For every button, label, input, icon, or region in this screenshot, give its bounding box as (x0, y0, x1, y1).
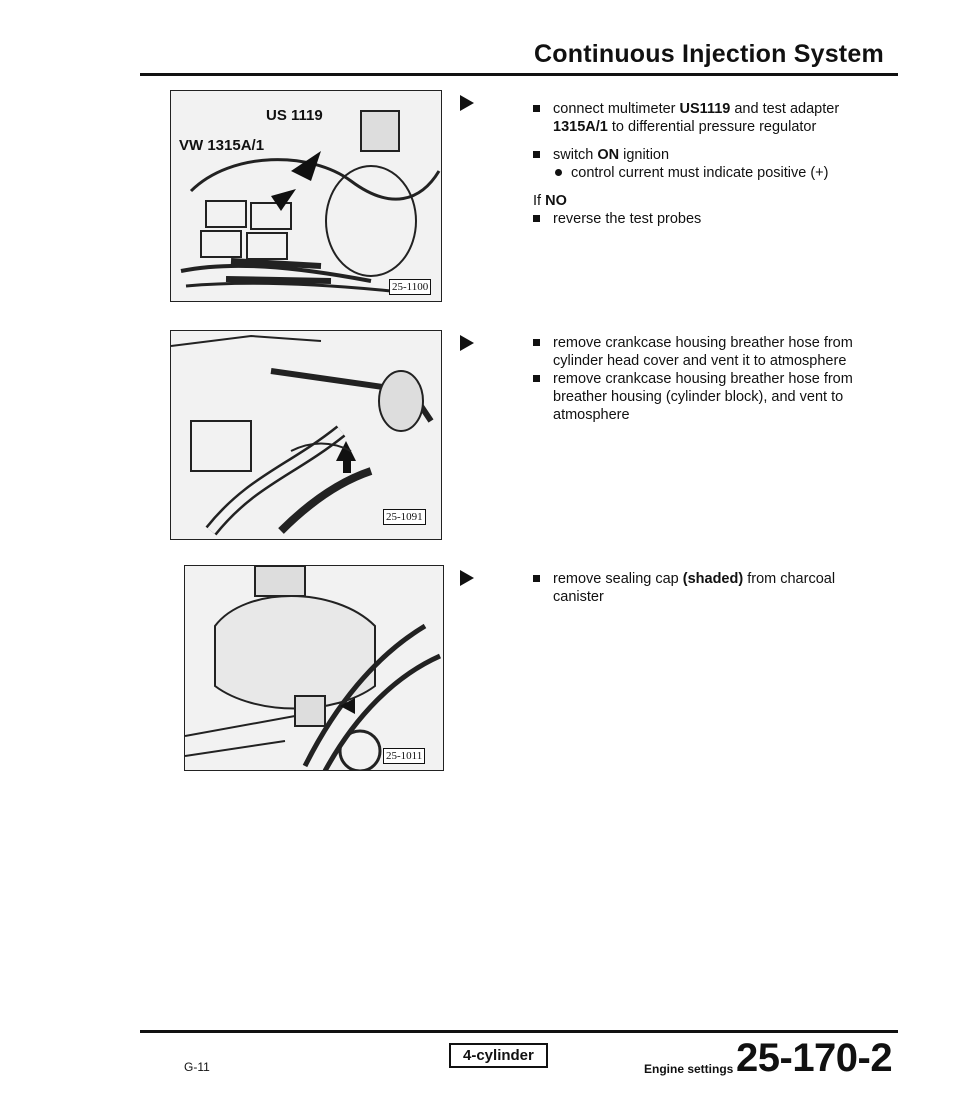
figure-charcoal-canister (184, 565, 444, 771)
bullet-square-icon (533, 375, 540, 382)
instruction-step: remove sealing cap (shaded) from charcoal canister (533, 570, 873, 606)
figure-label-us1119: US 1119 (266, 107, 323, 124)
instruction-substep: control current must indicate positive (+) (533, 164, 873, 182)
pointer-arrow-icon (460, 95, 474, 111)
page-number: 25-170-2 (736, 1036, 893, 1080)
engine-illustration-3 (185, 566, 444, 771)
instruction-step: switch ON ignition (533, 146, 873, 164)
instruction-step: connect multimeter US1119 and test adapter 1315A/1 to differential pressure regulator (533, 100, 873, 136)
footer-rule (140, 1030, 898, 1033)
condition-label: If NO (533, 193, 567, 209)
figure-reference-number: 25-1011 (383, 748, 425, 764)
instruction-step: reverse the test probes (533, 210, 873, 228)
section-name: Engine settings (644, 1062, 734, 1076)
pointer-arrow-icon (460, 335, 474, 351)
figure-reference-number: 25-1091 (383, 509, 426, 525)
variant-tag: 4-cylinder (449, 1043, 548, 1068)
instructions-section-2 (533, 334, 873, 424)
pointer-arrow-icon (460, 570, 474, 586)
figure-label-vw1315a1: VW 1315A/1 (179, 137, 265, 154)
figure-breather-hose (170, 330, 442, 540)
instructions-section-1 (533, 100, 873, 228)
bullet-square-icon (533, 215, 540, 222)
bullet-dot-icon (555, 169, 562, 176)
figure-multimeter-connection (170, 90, 442, 302)
instruction-step: remove crankcase housing breather hose from cylinder head cover and vent it to atmosphere (533, 334, 873, 370)
instruction-step: remove crankcase housing breather hose from breather housing (cylinder block), and vent to atmosphere (533, 370, 873, 424)
footer-code: G-11 (184, 1060, 210, 1074)
bullet-square-icon (533, 575, 540, 582)
header-rule (140, 73, 898, 76)
instructions-section-3 (533, 570, 873, 606)
figure-reference-number: 25-1100 (389, 279, 431, 295)
page-title: Continuous Injection System (534, 40, 884, 68)
bullet-square-icon (533, 105, 540, 112)
bullet-square-icon (533, 151, 540, 158)
bullet-square-icon (533, 339, 540, 346)
